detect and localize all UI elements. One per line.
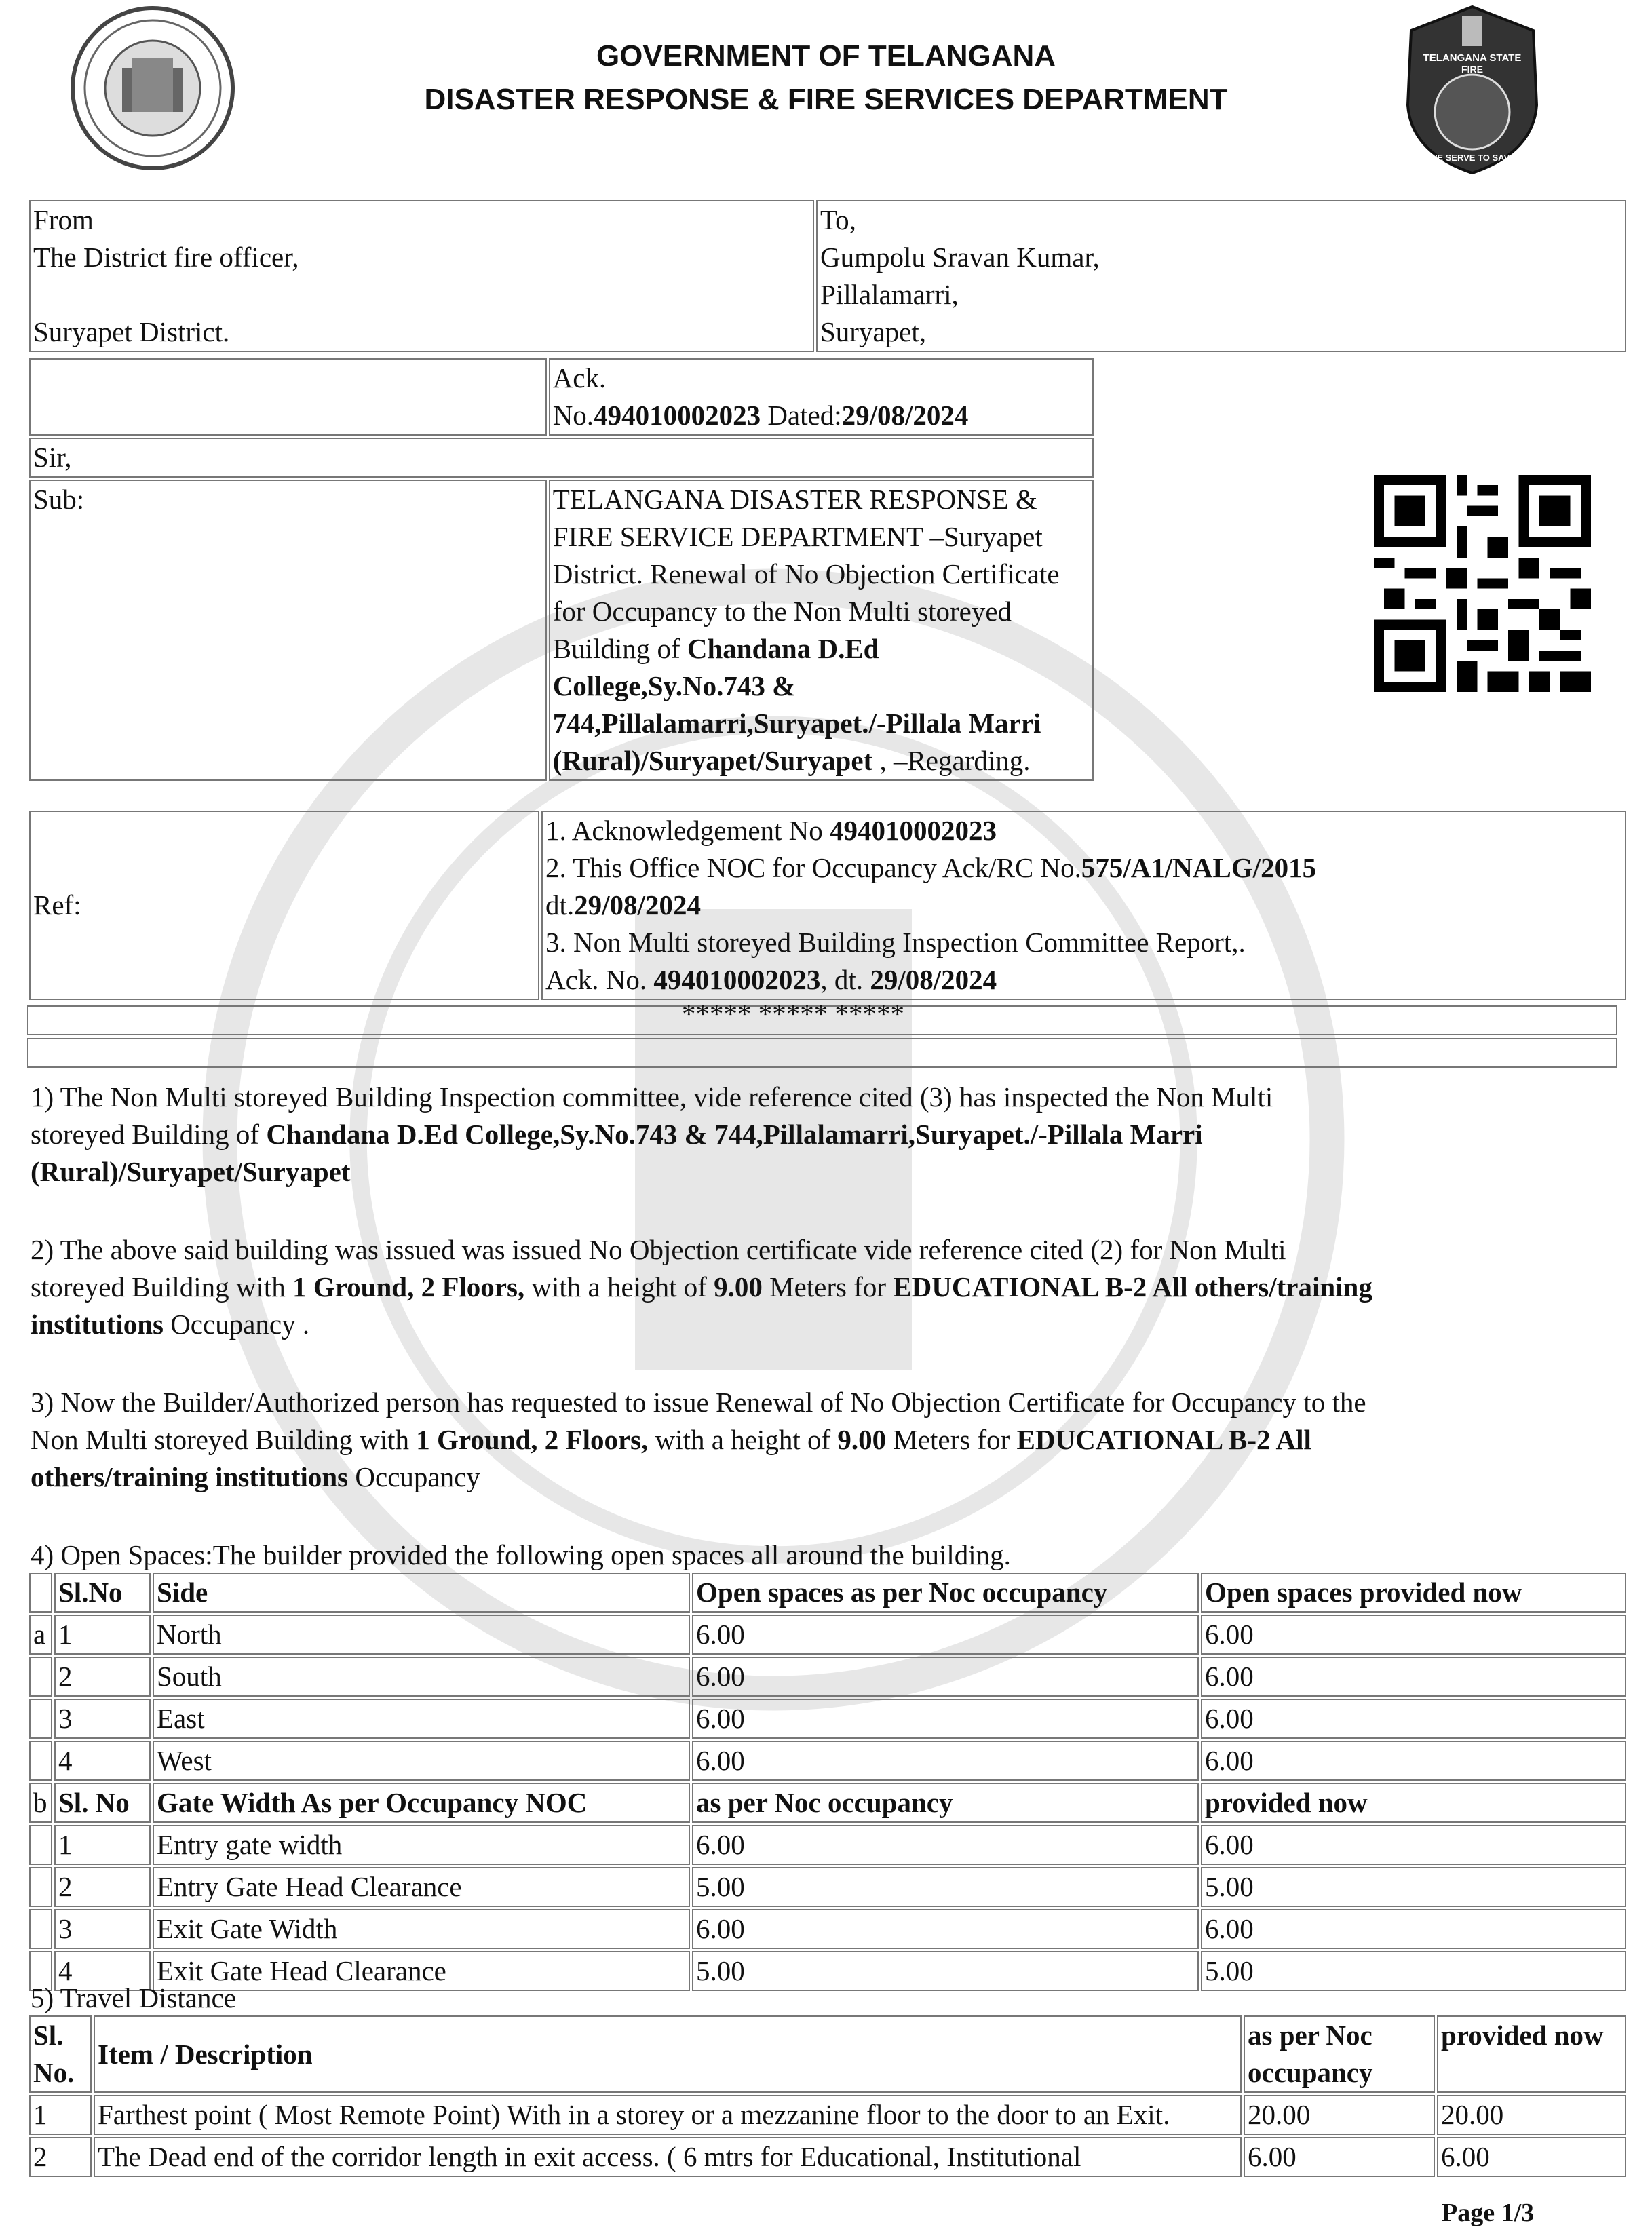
from-cell xyxy=(29,200,814,352)
table-row: 1 Farthest point ( Most Remote Point) With in a storey or a mezzanine floor to the door to an Exit. 20.00 20.00 xyxy=(29,2095,1626,2135)
para2-line3: institutions Occupancy . xyxy=(31,1309,310,1340)
badge-text-fire: FIRE xyxy=(1461,64,1483,75)
table-header: Sl. No. xyxy=(29,2015,92,2093)
open-spaces-table xyxy=(27,1570,1628,1993)
table-row: 2 The Dead end of the corridor length in exit access. ( 6 mtrs for Educational, Institutional 6.00 6.00 xyxy=(29,2137,1626,2177)
subject-building: Chandana D.Ed College,Sy.No.743 & 744,Pillalamarri,Suryapet./-Pillala Marri (Rural)/Suryapet/Suryapet xyxy=(552,633,1041,776)
ref-item-2-date: dt.29/08/2024 xyxy=(545,889,701,921)
reference-table xyxy=(27,809,1628,1002)
table-row: 1 Entry gate width 6.00 6.00 xyxy=(29,1825,1626,1865)
open-spaces-heading: 4) Open Spaces:The builder provided the following open spaces all around the building. xyxy=(31,1539,1011,1570)
to-line: Gumpolu Sravan Kumar, xyxy=(820,242,1100,273)
letterhead xyxy=(0,0,1652,190)
ref-item-1: 1. Acknowledgement No 494010002023 xyxy=(545,815,997,846)
separator-row xyxy=(27,1038,1617,1068)
para2-line2: storeyed Building with 1 Ground, 2 Floors, with a height of 9.00 Meters for EDUCATIONAL B-2 All others/training xyxy=(31,1271,1372,1303)
table-header: Item / Description xyxy=(94,2015,1242,2093)
table-row: 3 East 6.00 6.00 xyxy=(29,1699,1626,1739)
fire-services-badge-icon xyxy=(1398,3,1547,176)
ack-line: No.494010002023 Dated:29/08/2024 xyxy=(552,400,969,431)
table-row: 4 West 6.00 6.00 xyxy=(29,1741,1626,1781)
ack-label: Ack. xyxy=(552,362,607,393)
ref-list xyxy=(541,811,1626,1000)
ref-item-3-ack: Ack. No. 494010002023, dt. 29/08/2024 xyxy=(545,964,997,995)
to-line: To, xyxy=(820,204,856,235)
separator-stars: ***** ***** ***** xyxy=(682,998,904,1029)
travel-distance-table xyxy=(27,2013,1628,2179)
para1-line1: 1) The Non Multi storeyed Building Inspection committee, vide reference cited (3) has inspected the Non Multi xyxy=(31,1081,1273,1113)
para3-line2: Non Multi storeyed Building with 1 Ground, 2 Floors, with a height of 9.00 Meters for EDUCATIONAL B-2 All xyxy=(31,1424,1311,1455)
para2-line1: 2) The above said building was issued was issued No Objection certificate vide reference cited (2) for Non Multi xyxy=(31,1234,1286,1265)
table-row: 3 Exit Gate Width 6.00 6.00 xyxy=(29,1909,1626,1949)
table-header: Open spaces as per Noc occupancy xyxy=(692,1573,1199,1613)
ref-item-3: 3. Non Multi storeyed Building Inspection Committee Report,. xyxy=(545,927,1246,958)
ack-number: 494010002023 xyxy=(594,400,761,431)
address-table xyxy=(27,198,1628,354)
subject-text: TELANGANA DISASTER RESPONSE & FIRE SERVICE DEPARTMENT –Suryapet District. Renewal of No Objection Certificate for Occupancy to the Non Multi storeyed Building of Chandana D.Ed College,Sy.No.743 & 744,Pillalamarri,Suryapet./-Pillala Marri (Rural)/Suryapet/Suryapet , –Regarding. xyxy=(549,480,1094,781)
gate-header-row: b Sl. No Gate Width As per Occupancy NOC as per Noc occupancy provided now xyxy=(29,1783,1626,1823)
ack-cell xyxy=(549,358,1094,436)
from-line: The District fire officer, xyxy=(33,242,299,273)
para3-line3: others/training institutions Occupancy xyxy=(31,1461,480,1492)
to-line: Suryapet, xyxy=(820,316,926,347)
table-row: 4 Exit Gate Head Clearance 5.00 5.00 xyxy=(29,1951,1626,1991)
table-header: as per Noc occupancy xyxy=(1244,2015,1435,2093)
para1-line2: storeyed Building of Chandana D.Ed College,Sy.No.743 & 744,Pillalamarri,Suryapet./-Pillala Marri xyxy=(31,1119,1203,1150)
from-line: Suryapet District. xyxy=(33,316,230,347)
table-row: 2 Entry Gate Head Clearance 5.00 5.00 xyxy=(29,1867,1626,1907)
table-header: provided now xyxy=(1437,2015,1626,2093)
from-line xyxy=(33,276,810,313)
para3-line1: 3) Now the Builder/Authorized person has requested to issue Renewal of No Objection Certificate for Occupancy to the xyxy=(31,1387,1366,1418)
badge-motto: WE SERVE TO SAVE xyxy=(1429,153,1516,163)
ref-label: Ref: xyxy=(29,811,539,1000)
to-line: Pillalamarri, xyxy=(820,279,959,310)
subject-table xyxy=(27,356,1096,783)
header-title-line1: GOVERNMENT OF TELANGANA xyxy=(596,39,1056,73)
table-row: a 1 North 6.00 6.00 xyxy=(29,1615,1626,1655)
table-header: Open spaces provided now xyxy=(1201,1573,1626,1613)
to-cell xyxy=(816,200,1626,352)
page-number: Page 1/3 xyxy=(1442,2199,1535,2227)
ref-item-2: 2. This Office NOC for Occupancy Ack/RC No.575/A1/NALG/2015 xyxy=(545,852,1317,883)
badge-text-top: TELANGANA STATE xyxy=(1423,52,1522,64)
header-title-line2: DISASTER RESPONSE & FIRE SERVICES DEPARTMENT xyxy=(424,83,1228,116)
para1-line3: (Rural)/Suryapet/Suryapet xyxy=(31,1156,351,1187)
table-row: 2 South 6.00 6.00 xyxy=(29,1657,1626,1697)
travel-heading: 5) Travel Distance xyxy=(31,1982,236,2013)
table-header: Sl.No xyxy=(54,1573,151,1613)
table-header: Side xyxy=(153,1573,690,1613)
salutation: Sir, xyxy=(29,438,1094,478)
ack-date: 29/08/2024 xyxy=(841,400,969,431)
sub-label: Sub: xyxy=(29,480,547,781)
from-line: From xyxy=(33,204,94,235)
qr-code-icon xyxy=(1374,475,1591,692)
